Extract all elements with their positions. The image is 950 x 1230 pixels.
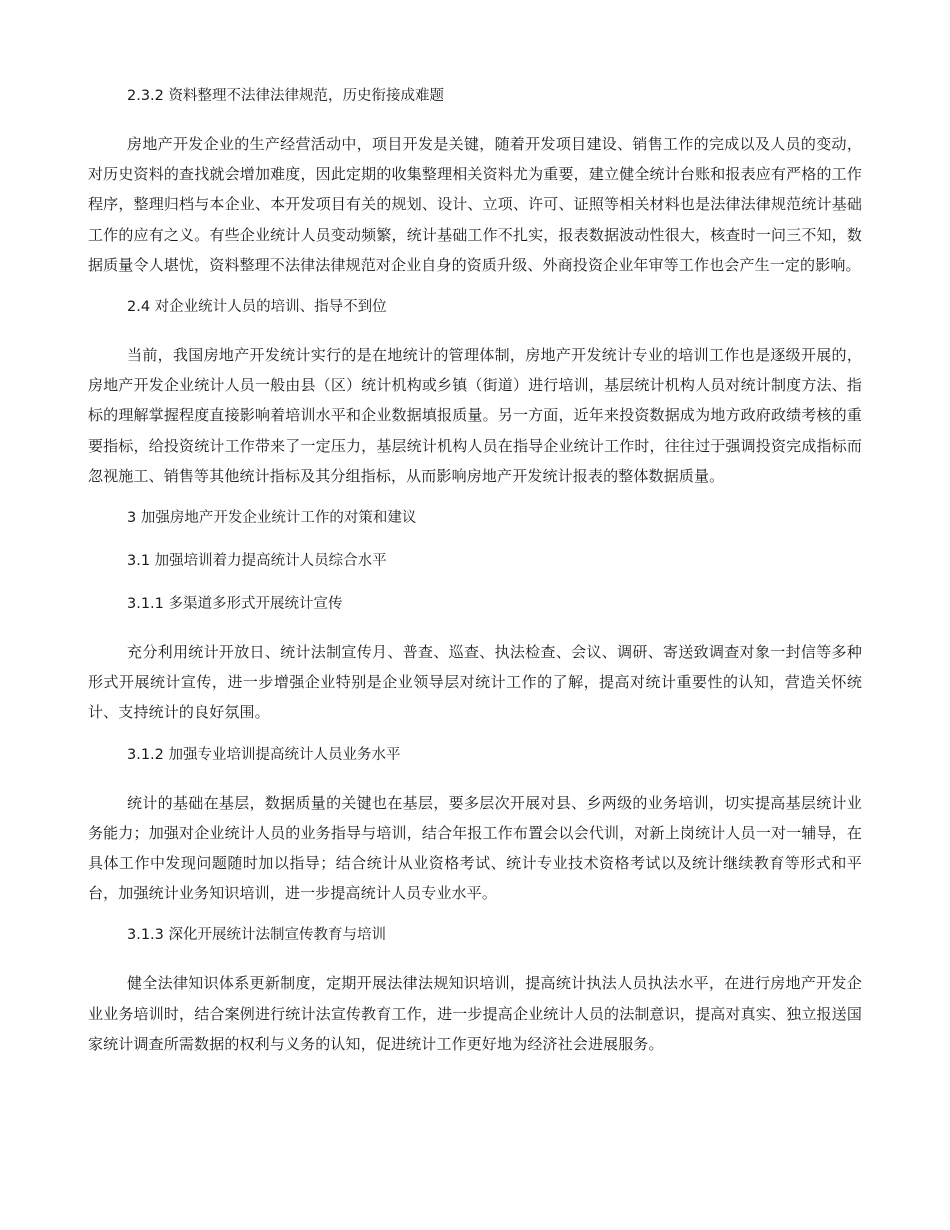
section-heading-3-1-1: 3.1.1 多渠道多形式开展统计宣传 [127, 596, 343, 613]
paragraph-2-4: 当前，我国房地产开发统计实行的是在地统计的管理体制，房地产开发统计专业的培训工作也是逐级开展的，房地产开发企业统计人员一般由县（区）统计机构或乡镇（街道）进行培训，基层统计机构人员对统计制度方法、指标的理解掌握程度直接影响着培训水平和企业数据填报质量。另一方面，近年来投资数据成为地方政府政绩考核的重要指标，给投资统计工作带来了一定压力，基层统计机构人员在指导企业统计工作时，往往过于强调投资完成指标而忽视施工、销售等其他统计指标及其分组指标，从而影响房地产开发统计报表的整体数据质量。 [88, 346, 862, 485]
section-heading-3-1: 3.1 加强培训着力提高统计人员综合水平 [127, 553, 387, 570]
paragraph-3-1-1: 充分利用统计开放日、统计法制宣传月、普查、巡查、执法检查、会议、调研、寄送致调查对象一封信等多种形式开展统计宣传，进一步增强企业特别是企业领导层对统计工作的了解，提高对统计重要性的认知，营造关怀统计、支持统计的良好氛围。 [88, 643, 862, 722]
section-heading-3-1-2: 3.1.2 加强专业培训提高统计人员业务水平 [127, 746, 401, 763]
paragraph-3-1-2: 统计的基础在基层，数据质量的关键也在基层，要多层次开展对县、乡两级的业务培训，切实提高基层统计业务能力；加强对企业统计人员的业务指导与培训，结合年报工作布置会以会代训，对新上岗统计人员一对一辅导，在具体工作中发现问题随时加以指导；结合统计从业资格考试、统计专业技术资格考试以及统计继续教育等形式和平台，加强统计业务知识培训，进一步提高统计人员专业水平。 [88, 793, 862, 903]
section-heading-2-4: 2.4 对企业统计人员的培训、指导不到位 [127, 299, 387, 316]
paragraph-3-1-3: 健全法律知识体系更新制度，定期开展法律法规知识培训，提高统计执法人员执法水平，在进行房地产开发企业业务培训时，结合案例进行统计法宣传教育工作，进一步提高企业统计人员的法制意识，提高对真实、独立报送国家统计调查所需数据的权利与义务的认知，促进统计工作更好地为经济社会进展服务。 [88, 974, 862, 1053]
paragraph-2-3-2: 房地产开发企业的生产经营活动中，项目开发是关键，随着开发项目建设、销售工作的完成以及人员的变动，对历史资料的查找就会增加难度，因此定期的收集整理相关资料尤为重要，建立健全统计台账和报表应有严格的工作程序，整理归档与本企业、本开发项目有关的规划、设计、立项、许可、证照等相关材料也是法律法律规范统计基础工作的应有之义。有些企业统计人员变动频繁，统计基础工作不扎实，报表数据波动性很大，核查时一问三不知，数据质量令人堪忧，资料整理不法律法律规范对企业自身的资质升级、外商投资企业年审等工作也会产生一定的影响。 [88, 135, 862, 274]
section-heading-3-1-3: 3.1.3 深化开展统计法制宣传教育与培训 [127, 927, 387, 944]
section-heading-3: 3 加强房地产开发企业统计工作的对策和建议 [127, 510, 417, 527]
section-heading-2-3-2: 2.3.2 资料整理不法律法律规范，历史衔接成难题 [127, 88, 445, 104]
